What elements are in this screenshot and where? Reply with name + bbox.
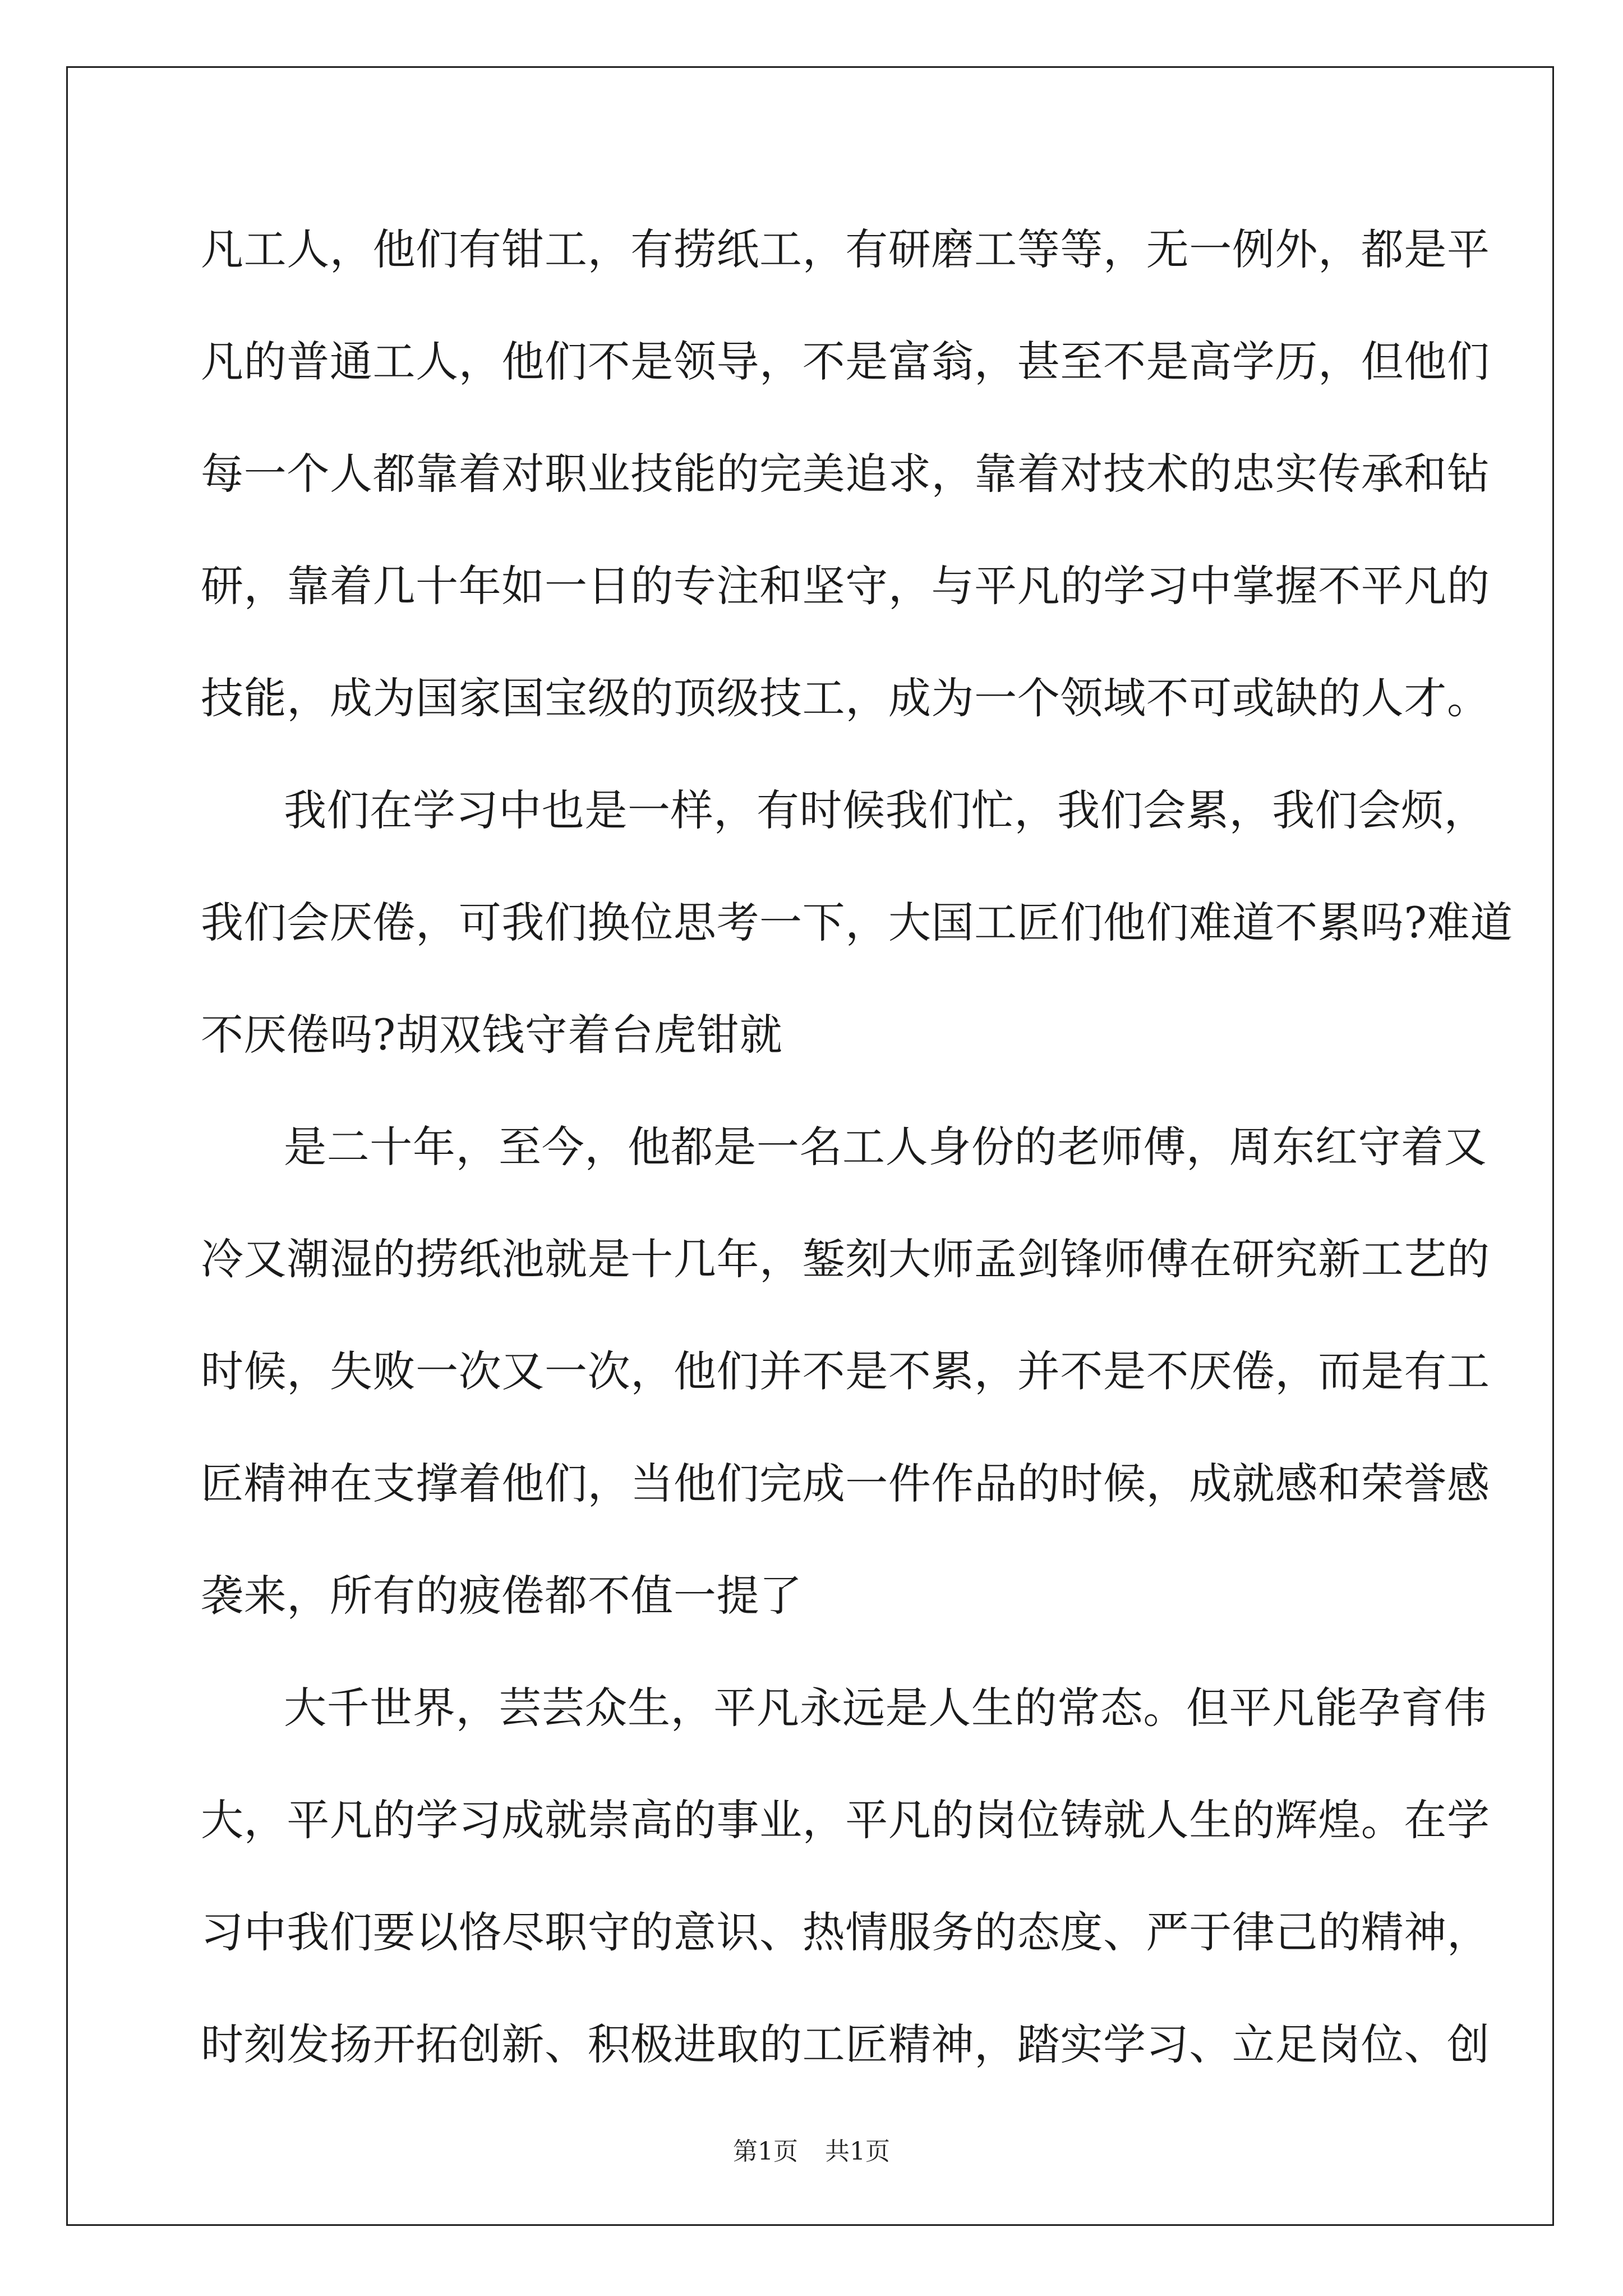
text-line: 不厌倦吗?胡双钱守着台虎钳就 <box>201 1010 783 1060</box>
text-line: 我们在学习中也是一样，有时候我们忙，我们会累，我们会烦， <box>284 785 1487 835</box>
text-line: 每一个人都靠着对职业技能的完美追求，靠着对技术的忠实传承和钻 <box>201 449 1490 499</box>
text-line: 匠精神在支撑着他们，当他们完成一件作品的时候，成就感和荣誉感 <box>201 1458 1490 1508</box>
text-line: 冷又潮湿的捞纸池就是十几年，錾刻大师孟剑锋师傅在研究新工艺的 <box>201 1234 1490 1284</box>
text-line: 袭来，所有的疲倦都不值一提了 <box>201 1571 803 1621</box>
page-total: 共1页 <box>825 2137 890 2166</box>
text-line: 时刻发扬开拓创新、积极进取的工匠精神，踏实学习、立足岗位、创 <box>201 2019 1490 2069</box>
page-footer <box>0 2135 1623 2169</box>
text-line: 大，平凡的学习成就崇高的事业，平凡的岗位铸就人生的辉煌。在学 <box>201 1795 1490 1845</box>
text-line: 时候，失败一次又一次，他们并不是不累，并不是不厌倦，而是有工 <box>201 1346 1490 1396</box>
document-body <box>201 208 1513 2115</box>
text-line: 技能，成为国家国宝级的顶级技工，成为一个领域不可或缺的人才。 <box>201 673 1490 723</box>
text-line: 习中我们要以恪尽职守的意识、热情服务的态度、严于律己的精神， <box>201 1907 1490 1957</box>
text-line: 是二十年，至今，他都是一名工人身份的老师傅，周东红守着又 <box>284 1122 1487 1172</box>
text-line: 凡工人，他们有钳工，有捞纸工，有研磨工等等，无一例外，都是平 <box>201 224 1490 274</box>
page-number: 第1页 <box>733 2137 798 2166</box>
text-line: 大千世界，芸芸众生，平凡永远是人生的常态。但平凡能孕育伟 <box>284 1683 1487 1733</box>
text-line: 凡的普通工人，他们不是领导，不是富翁，甚至不是高学历，但他们 <box>201 337 1490 386</box>
text-line: 研，靠着几十年如一日的专注和坚守，与平凡的学习中掌握不平凡的 <box>201 561 1490 611</box>
text-line: 我们会厌倦，可我们换位思考一下，大国工匠们他们难道不累吗?难道 <box>201 898 1513 947</box>
